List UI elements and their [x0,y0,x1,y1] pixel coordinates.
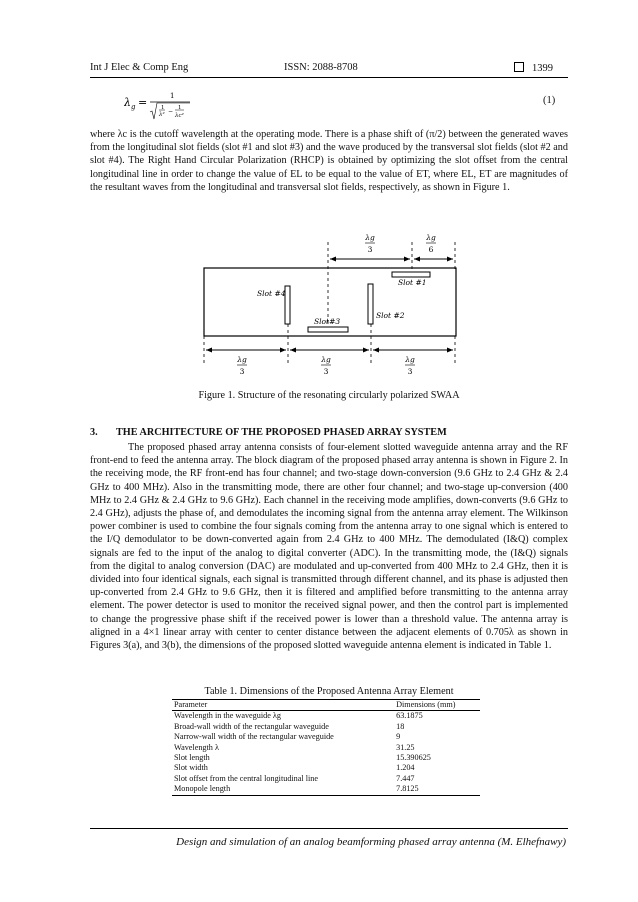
denominator-top-2: 6 [428,245,434,254]
slot-2-label: Slot #2 [376,311,405,320]
denominator-top-1: 3 [367,245,373,254]
table-cell: 7.447 [396,773,415,783]
table-cell: 18 [396,721,405,731]
slot-1-label: Slot #1 [398,278,427,287]
section-heading: THE ARCHITECTURE OF THE PROPOSED PHASED ARRAY SYSTEM [116,427,447,438]
slot-4-shape [285,286,290,324]
slot-3-label: Slot#3 [314,317,341,326]
table-cell: Slot length [174,753,210,763]
equation-number: (1) [543,95,556,106]
table-header-dimensions: Dimensions (mm) [394,700,480,711]
footer-rule [90,828,568,829]
section-3-body: The proposed phased array antenna consists of four-element slotted waveguide antenna array and the RF front-end to feed the antenna array. The block diagram of the proposed phased array antenna is shown in Figure 2. In the receiving mode, the RF front-end has four channel; and two-stage down-conversion (9.6 GHz to 2.4 GHz & 2.4 GHz to 400 MHz). Also in the transmitting mode, there are other four channel; and two-stage up-conversion (400 MHz to 2.4 GHz & 2.4 GHz to 9.6 GHz). Each channel in the receiving mode amplifies, down-converts (9.6 GHz to 2.4 GHz), adjusts the phase of, and demodulates the incoming signal from the antenna array element. The Wilkinson power combiner is used to combine the four signals coming from the antenna array to one signal which is entered to the I/Q demodulator to be down-converted again from 2.4 GHz to 400 MHz. The demodulated (I&Q) complex signals are fed to the input of the analog to digital converter (ADC). In the transmitting mode, the (I&Q) signals from the digital to analog conversion (DAC) are modulated and up-converted from 400 MHz to 2.4 GHz, then it is divided into four identical signals, each signal is transmitted through different channel, and its phase is adjusted then up-converted from 2.4 GHz to 9.6 GHz, then it is filtered and amplified before transmitting to the antenna array element. The power detector is used to monitor the received signal power, and then the control part is implemented to change the progressive phase shift if the received power is lower than a threshold value. The antenna array is aligned in a 4×1 linear array with center to center distance between the adjacent elements of 0.705λ as shown in Figures 3(a), and 3(b), the dimensions of the proposed slotted waveguide antenna element is indicated in Table 1. [90,442,568,652]
table-cell: 63.1875 [396,711,423,721]
section-number: 3. [90,427,98,438]
figure-1-caption: Figure 1. Structure of the resonating circularly polarized SWAA [198,390,460,401]
lambda-label-top-1: λg [365,233,375,242]
table-cell: Broad-wall width of the rectangular waveguide [174,721,329,731]
slot-3-shape [308,327,348,332]
table-cell: Wavelength in the waveguide λg [174,711,281,721]
svg-text:−: − [168,108,174,115]
svg-text:g: g [131,103,136,111]
svg-text:λ: λ [124,96,131,109]
journal-name: Int J Elec & Comp Eng [90,62,189,73]
table-row [172,711,480,722]
table-cell: 9 [396,732,401,742]
slot-2-shape [368,284,373,324]
table-row [172,784,480,795]
table-cell: Narrow-wall width of the rectangular waveguide [174,732,334,742]
equation-graphic [124,88,214,122]
denominator-bottom-1: 3 [239,367,245,376]
figure-1-diagram [190,228,470,388]
running-footer: Design and simulation of an analog beamforming phased array antenna (M. Elhefnawy) [176,836,566,848]
lambda-label-bottom-3: λg [405,355,415,364]
paragraph-intro: where λc is the cutoff wavelength at the operating mode. There is a phase shift of (π/2) between the generated waves from the longitudinal slot fields (slot #1 and slot #3) and the wave produced by the transversal slot fields (slot #2 and slot #4). The Right Hand Circular Polarization (RHCP) is obtained by optimizing the slot offset from the central longitudinal line in order to change the value of EL to be equal to the value of ET, where EL, ET are magnitudes of the resultant waves from the longitudinal and transversal slot fields, respectively, as shown in Figure 1. [90,129,568,193]
page-number: 1399 [532,63,553,74]
svg-text:λ²: λ² [159,112,165,118]
svg-text:λc²: λc² [175,113,184,119]
svg-text:=: = [138,96,148,109]
denominator-bottom-3: 3 [407,367,413,376]
table-cell: 1.204 [396,763,415,773]
table-row [172,763,480,773]
table-cell: Wavelength λ [174,742,219,752]
lambda-label-bottom-2: λg [321,355,331,364]
table-row [172,722,480,732]
lambda-label-bottom-1: λg [237,355,247,364]
table-cell: 15.390625 [396,753,431,763]
table-cell: 31.25 [396,742,415,752]
equation-1 [124,88,214,122]
svg-text:1: 1 [161,105,165,111]
table-row [172,774,480,784]
table-row [172,743,480,753]
checkbox-icon [514,62,524,72]
dimensions-table [172,699,480,796]
table-cell: Slot offset from the central longitudinal line [174,773,319,783]
lambda-label-top-2: λg [426,233,436,242]
svg-text:1: 1 [170,92,175,100]
table-1-caption: Table 1. Dimensions of the Proposed Antenna Array Element [204,686,454,697]
denominator-bottom-2: 3 [323,367,329,376]
table-header-parameter: Parameter [172,700,394,711]
svg-text:1: 1 [178,105,182,111]
table-cell: Monopole length [172,784,394,795]
header-rule [90,77,568,78]
table-cell: 7.8125 [394,784,480,795]
issn: ISSN: 2088-8708 [284,62,358,73]
page-number-block [514,62,553,74]
slot-4-label: Slot #4 [257,289,286,298]
table-cell: Slot width [174,763,208,773]
slot-1-shape [392,272,430,277]
table-row [172,753,480,763]
table-row [172,732,480,742]
